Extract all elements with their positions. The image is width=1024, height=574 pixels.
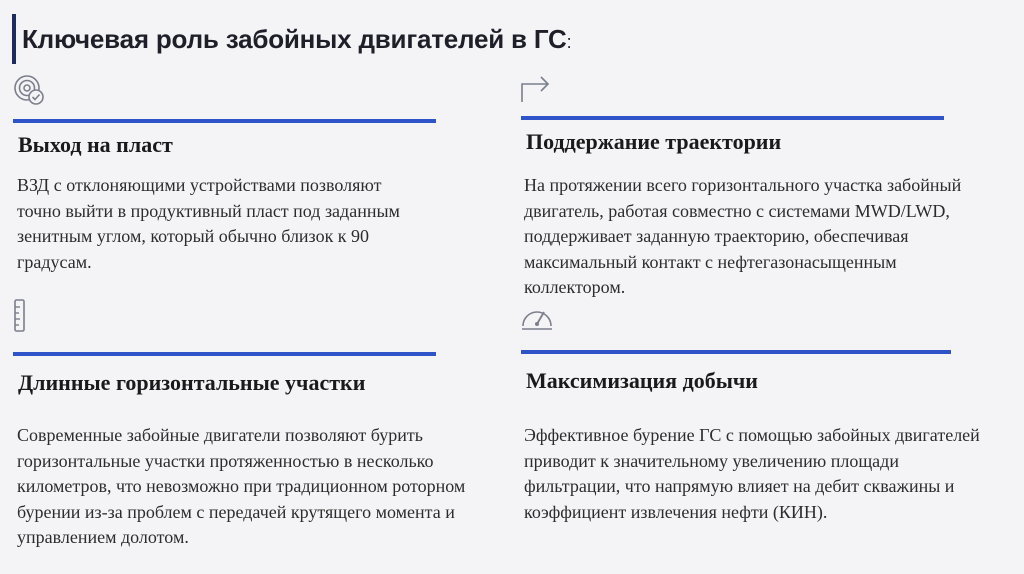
- card-divider-3: [13, 352, 436, 356]
- card-text-trajectory: На протяжении всего горизонтального участка забойный двигатель, работая совместно с системами MWD/LWD, поддерживает заданную траекторию, обеспечивая максимальный контакт с нефтегазонасыщенным коллектором.: [524, 175, 962, 297]
- card-text-entry: ВЗД с отклоняющими устройствами позволяют точно выйти в продуктивный пласт под заданным зенитным углом, который обычно близок к 90 градусам.: [17, 175, 400, 272]
- card-title-horizontal: Длинные горизонтальные участки: [18, 370, 366, 395]
- card-title-production: Максимизация добычи: [526, 368, 758, 393]
- gauge-icon: [519, 302, 555, 337]
- page-title-colon: :: [566, 32, 572, 52]
- page-title-text: Ключевая роль забойных двигателей в ГС: [22, 24, 567, 54]
- card-text-horizontal: Современные забойные двигатели позволяют бурить горизонтальные участки протяженностью в несколько километров, что невозможно при традиционном роторном бурении из-за проблем с передачей крутящего момента и управлением долотом.: [17, 425, 466, 547]
- target-check-icon: [12, 73, 46, 112]
- turn-arrow-icon: [518, 72, 554, 109]
- card-title-trajectory: Поддержание траектории: [526, 129, 782, 154]
- page-title: [22, 24, 571, 55]
- card-divider-2: [521, 116, 944, 120]
- card-divider-4: [521, 350, 951, 354]
- card-title-entry: Выход на пласт: [18, 132, 173, 157]
- card-divider-1: [13, 119, 436, 123]
- card-text-production: Эффективное бурение ГС с помощью забойных двигателей приводит к значительному увеличению площади фильтрации, что напрямую влияет на дебит скважины и коэффициент извлечения нефти (КИН).: [524, 425, 980, 522]
- title-accent-bar: [12, 14, 16, 64]
- ruler-icon: [13, 298, 27, 339]
